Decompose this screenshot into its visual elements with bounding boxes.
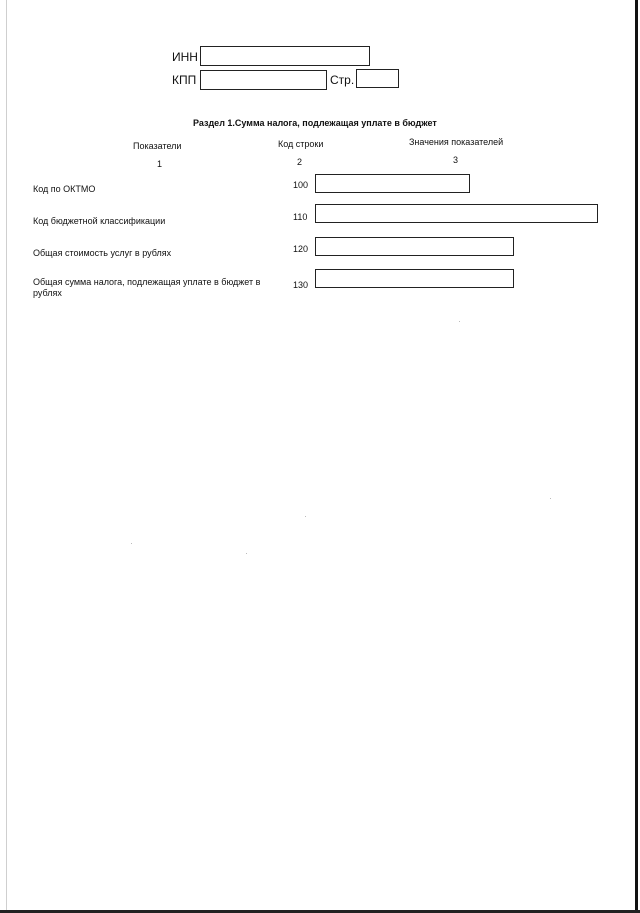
column-header-values: Значения показателей [409,137,504,147]
services-cost-field[interactable] [315,237,514,256]
column-number-1: 1 [157,159,163,169]
kpp-label: КПП [172,73,197,87]
scan-speck [459,321,460,322]
tax-total-field[interactable] [315,269,514,288]
page-number-label: Стр. [330,73,355,87]
kbk-field[interactable] [315,204,598,223]
scan-speck [131,543,132,544]
kpp-field[interactable] [200,70,327,90]
row-code-130: 130 [293,280,309,290]
page-number-input[interactable] [357,72,398,89]
kbk-input[interactable] [316,207,597,224]
page-right-edge [635,0,638,913]
row-code-110: 110 [293,212,308,222]
row-label-services-cost: Общая стоимость услуг в рублях [33,248,172,258]
row-code-120: 120 [293,244,309,254]
scan-speck [305,516,306,517]
row-label-oktmo: Код по ОКТМО [33,184,96,194]
column-header-line-code: Код строки [278,139,324,149]
scan-speck [550,498,551,499]
row-code-100: 100 [293,180,309,190]
row-label-tax-total: Общая сумма налога, подлежащая уплате в бюджет в рублях [33,277,261,298]
inn-input[interactable] [201,48,369,66]
section-title: Раздел 1.Сумма налога, подлежащая уплате в бюджет [193,118,437,128]
page-number-field[interactable] [356,69,399,88]
scan-speck [246,553,247,554]
page-left-edge [6,0,7,913]
column-number-2: 2 [297,157,303,167]
row-label-kbk: Код бюджетной классификации [33,216,166,226]
oktmo-input[interactable] [316,177,469,194]
column-header-indicators: Показатели [133,141,182,151]
services-cost-input[interactable] [316,240,513,257]
inn-label: ИНН [172,50,198,64]
tax-total-input[interactable] [316,272,513,289]
column-number-3: 3 [453,155,459,165]
kpp-input[interactable] [201,72,326,90]
inn-field[interactable] [200,46,370,66]
oktmo-field[interactable] [315,174,470,193]
